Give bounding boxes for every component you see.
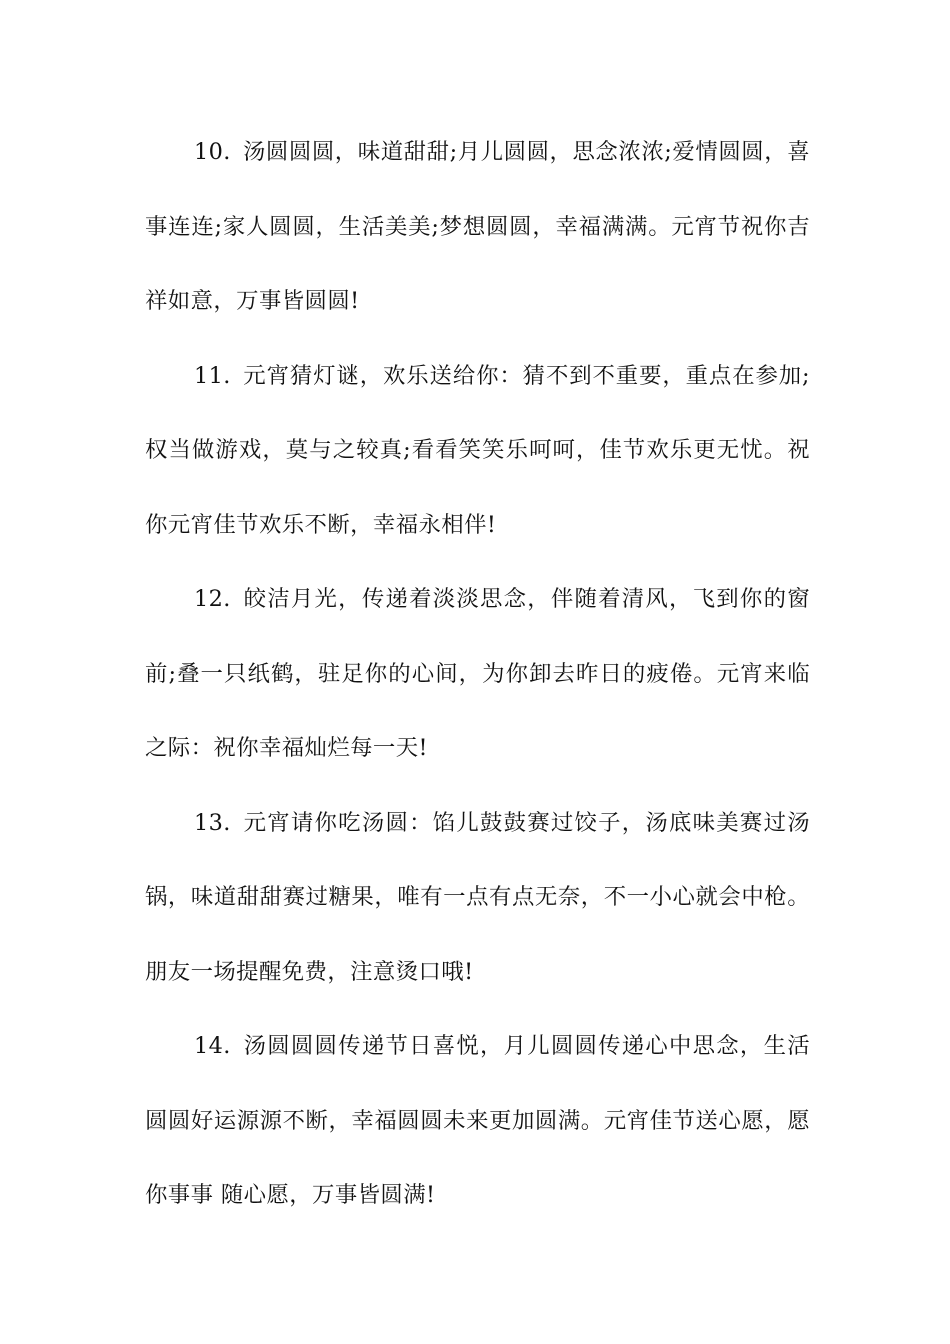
paragraph-text: 皎洁月光，传递着淡淡思念，伴随着清风，飞到你的窗前;叠一只纸鹤，驻足你的心间，为你卸去昨日的疲倦。元宵来临之际：祝你幸福灿烂每一天! <box>145 586 810 761</box>
paragraph-number: 12. <box>194 586 231 612</box>
paragraph-10 <box>145 115 810 339</box>
paragraph-number: 11. <box>194 362 231 389</box>
paragraph-13 <box>145 786 810 1010</box>
paragraph-number: 14. <box>194 1033 231 1059</box>
paragraph-12 <box>145 562 810 786</box>
paragraph-11 <box>145 339 810 563</box>
document-body <box>145 115 810 1233</box>
paragraph-text: 汤圆圆圆，味道甜甜;月儿圆圆，思念浓浓;爱情圆圆，喜事连连;家人圆圆，生活美美;梦想圆圆，幸福满满。元宵节祝你吉祥如意，万事皆圆圆! <box>145 139 810 314</box>
paragraph-text: 元宵猜灯谜，欢乐送给你：猜不到不重要，重点在参加;权当做游戏，莫与之较真;看看笑笑乐呵呵，佳节欢乐更无忧。祝你元宵佳节欢乐不断，幸福永相伴! <box>145 362 810 538</box>
paragraph-text: 汤圆圆圆传递节日喜悦，月儿圆圆传递心中思念，生活圆圆好运源源不断，幸福圆圆未来更加圆满。元宵佳节送心愿，愿你事事 随心愿，万事皆圆满! <box>145 1033 810 1208</box>
paragraph-text: 元宵请你吃汤圆：馅儿鼓鼓赛过饺子，汤底味美赛过汤锅，味道甜甜赛过糖果，唯有一点有点无奈，不一小心就会中枪。朋友一场提醒免费，注意烫口哦! <box>145 809 810 985</box>
paragraph-number: 13. <box>194 809 231 836</box>
paragraph-number: 10. <box>194 139 231 165</box>
paragraph-14 <box>145 1009 810 1233</box>
